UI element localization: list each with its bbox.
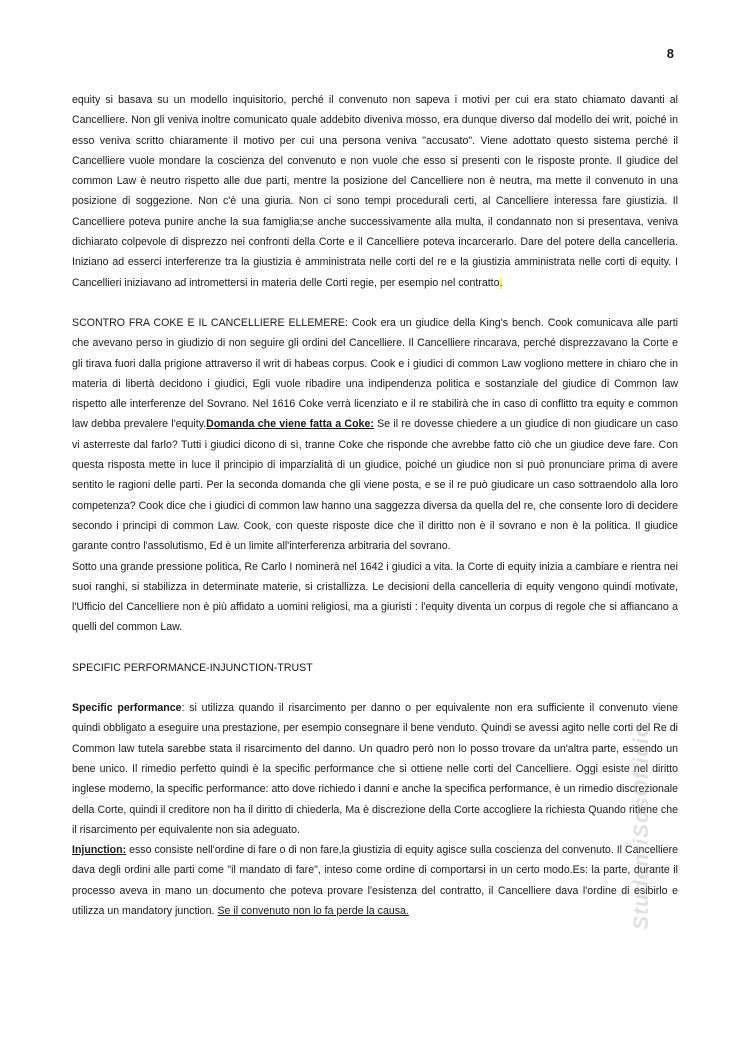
- paragraph-text: equity si basava su un modello inquisitorio, perché il convenuto non sapeva i motivi per cui era stato chiamato davanti al Cancelliere. Non gli veniva inoltre comunicato quale addebito diveniva mosso, era dunque diverso dal modello dei writ, poiché in esso veniva scritto chiaramente il motivo per cui una persona veniva "accusato". Viene adottato questo sistema perché il Cancelliere vuole mondare la coscienza del convenuto e non vuole che esso si presenti con le risposte pronte. Il giudice del common Law è neutro rispetto alle due parti, mentre la posizione del Cancelliere non è neutra, ma mette il convenuto in una posizione di soggezione. Non c'è una giuria. Non ci sono tempi procedurali certi, al Cancelliere interessa fare giustizia. Il Cancelliere poteva punire anche la sua famiglia;se anche successivamente alla multa, il condannato non si presentava, veniva dichiarato colpevole di disprezzo nei confronti della Corte e il Cancelliere poteva incarcerarlo. Dare del potere della cancelleria. Iniziano ad esserci interferenze tra la giustizia è amministrata nelle corti del re e la giustizia amministrata nelle corti di equity. I Cancellieri iniziavano ad intromettersi in materia delle Corti regie, per esempio nel contratto: [72, 94, 678, 289]
- underlined-conclusion: Se il convenuto non lo fa perde la causa.: [217, 904, 409, 917]
- page-number: 8: [666, 46, 674, 61]
- section-heading: SPECIFIC PERFORMANCE-INJUNCTION-TRUST: [72, 661, 313, 674]
- watermark-text: StudentiSosOfficio: [630, 723, 653, 930]
- term-specific-performance: Specific performance: [72, 702, 182, 715]
- term-injunction: Injunction:: [72, 844, 127, 857]
- paragraph-text: : si utilizza quando il risarcimento per danno o per equivalente non era sufficiente il convenuto viene quindi obbligato a eseguire una prestazione, per esempio consegnare il bene venduto. Quindi se avessi agito nelle corti del Re di Common law tutela sarebbe stata il risarcimento del danno. Un quadro però non lo posso trovare da un'altra parte, essendo un bene unico. Il rimedio perfetto quindi è la specific performance che si ottiene nelle corti del Cancelliere. Oggi esiste nel diritto inglese moderno, la specific performance: atto dove richiedo i danni e anche la specifica performance, è un rimedio discrezionale della Corte, quindi il creditore non ha il diritto di chiederla, Ma è discrezione della Corte accogliere la richiesta Quando ritiene che il risarcimento per equivalente non sia adeguato.: [72, 702, 678, 836]
- document-body: [72, 90, 678, 921]
- question-heading: Domanda che viene fatta a Coke:: [206, 418, 374, 431]
- paragraph-text: esso consiste nell'ordine di fare o di non fare,la giustizia di equity agisce sulla coscienza del convenuto. Il Cancelliere dava degli ordini alle parti come "il mandato di fare", inteso come ordine di comportarsi in un certo modo.Es: la parte, durante il processo aveva in mano un documento che poteva provare l'esistenza del contratto, il Cancelliere dava l'ordine di esibirlo e utilizza un mandatory junction.: [72, 844, 678, 917]
- paragraph-text: Se il re dovesse chiedere a un giudice di non giudicare un caso vi asterreste dal farlo? Tutti i giudici dicono di sì, tranne Coke che risponde che avrebbe fatto ciò che un giudice deve fare. Con questa risposta mette in luce il principio di imparzialità di un giudice, poiché un giudice non si può pronunciare prima di avere sentito le ragioni delle parti. Per la seconda domanda che gli viene posta, e se il re può giudicare un caso sottraendolo alla loro competenza? Cook dice che i giudici di common law hanno una saggezza diversa da quella del re, che consente loro di decidere secondo i principi di common Law. Cook, con queste risposte dice che il diritto non è il sovrano e non è la politica. Il giudice garante contro l'assolutismo, Ed è un limite all'interferenza arbitraria del sovrano.: [72, 418, 678, 553]
- paragraph-specific-performance: [72, 698, 678, 921]
- paragraph-carlo-i: Sotto una grande pressione politica, Re Carlo I nominerà nel 1642 i giudici a vita. la Corte di equity inizia a cambiare e rientra nei suoi ranghi, si stabilizza in determinate materie, si cristallizza. Le decisioni della cancelleria di equity vengono quindi motivate, l'Ufficio del Cancelliere non è più affidato a uomini religiosi, ma a giuristi : l'equity diventa un corpus di regole che si affiancano a quelli del common Law.: [72, 560, 678, 634]
- watermark: [630, 530, 653, 930]
- paragraph-coke-ellemere: [72, 313, 678, 557]
- paragraph-text: SCONTRO FRA COKE E IL CANCELLIERE ELLEMERE: Cook era un giudice della King's bench. Cook comunicava alle parti che avevano perso in giudizio di non seguire gli ordini del Cancelliere. Il Cancelliere rincarava, perché disprezzavano la Corte e gli tirava fuori dalla prigione attraverso il writ di habeas corpus. Cook e i giudici di common Law vogliono mettere in chiaro che in materia di libertà decidono i giudici, Egli vuole ribadire una indipendenza politica e sostanziale del giudice di Common law rispetto alle interferenze del Sovrano. Nel 1616 Coke verrà licenziato e il re stabilirà che in caso di conflitto tra equity e common law debba prevalere l'equity.: [72, 316, 678, 431]
- highlight-mark: .: [499, 276, 503, 289]
- paragraph-equity-procedure: [72, 90, 678, 293]
